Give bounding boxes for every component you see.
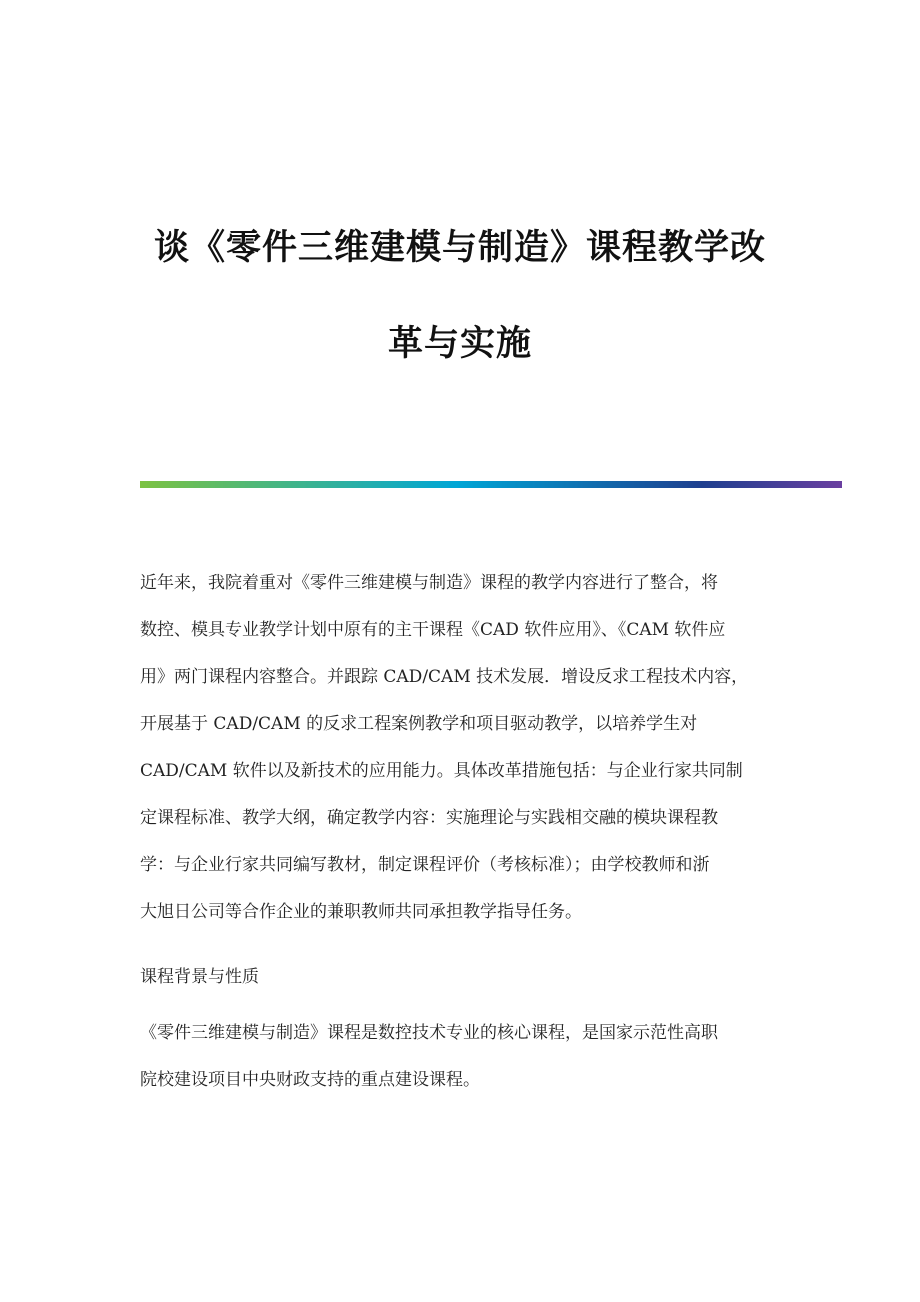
section-line: 《零件三维建模与制造》课程是数控技术专业的核心课程，是国家示范性高职	[140, 1023, 718, 1043]
intro-line: 近年来，我院着重对《零件三维建模与制造》课程的教学内容进行了整合，将	[140, 573, 718, 593]
intro-line: 定课程标准、教学大纲，确定教学内容：实施理论与实践相交融的模块课程教	[140, 808, 718, 828]
divider-bar	[140, 481, 842, 488]
title-divider	[140, 481, 842, 488]
document-title-line-1: 谈《零件三维建模与制造》课程教学改	[153, 228, 766, 268]
intro-line: 数控、模具专业教学计划中原有的主干课程《CAD 软件应用》、《CAM 软件应	[140, 620, 726, 640]
intro-line: 大旭日公司等合作企业的兼职教师共同承担教学指导任务。	[140, 902, 582, 922]
intro-line: CAD/CAM 软件以及新技术的应用能力。具体改革措施包括：与企业行家共同制	[140, 761, 743, 781]
section-line: 院校建设项目中央财政支持的重点建设课程。	[140, 1070, 480, 1090]
intro-line: 学：与企业行家共同编写教材，制定课程评价（考核标准）；由学校教师和浙	[140, 855, 710, 875]
intro-line: 用》两门课程内容整合。并跟踪 CAD/CAM 技术发展．增设反求工程技术内容，	[140, 667, 749, 687]
intro-line: 开展基于 CAD/CAM 的反求工程案例教学和项目驱动教学，以培养学生对	[140, 714, 698, 734]
section-heading: 课程背景与性质	[140, 967, 259, 987]
document-title-line-2: 革与实施	[387, 324, 532, 364]
